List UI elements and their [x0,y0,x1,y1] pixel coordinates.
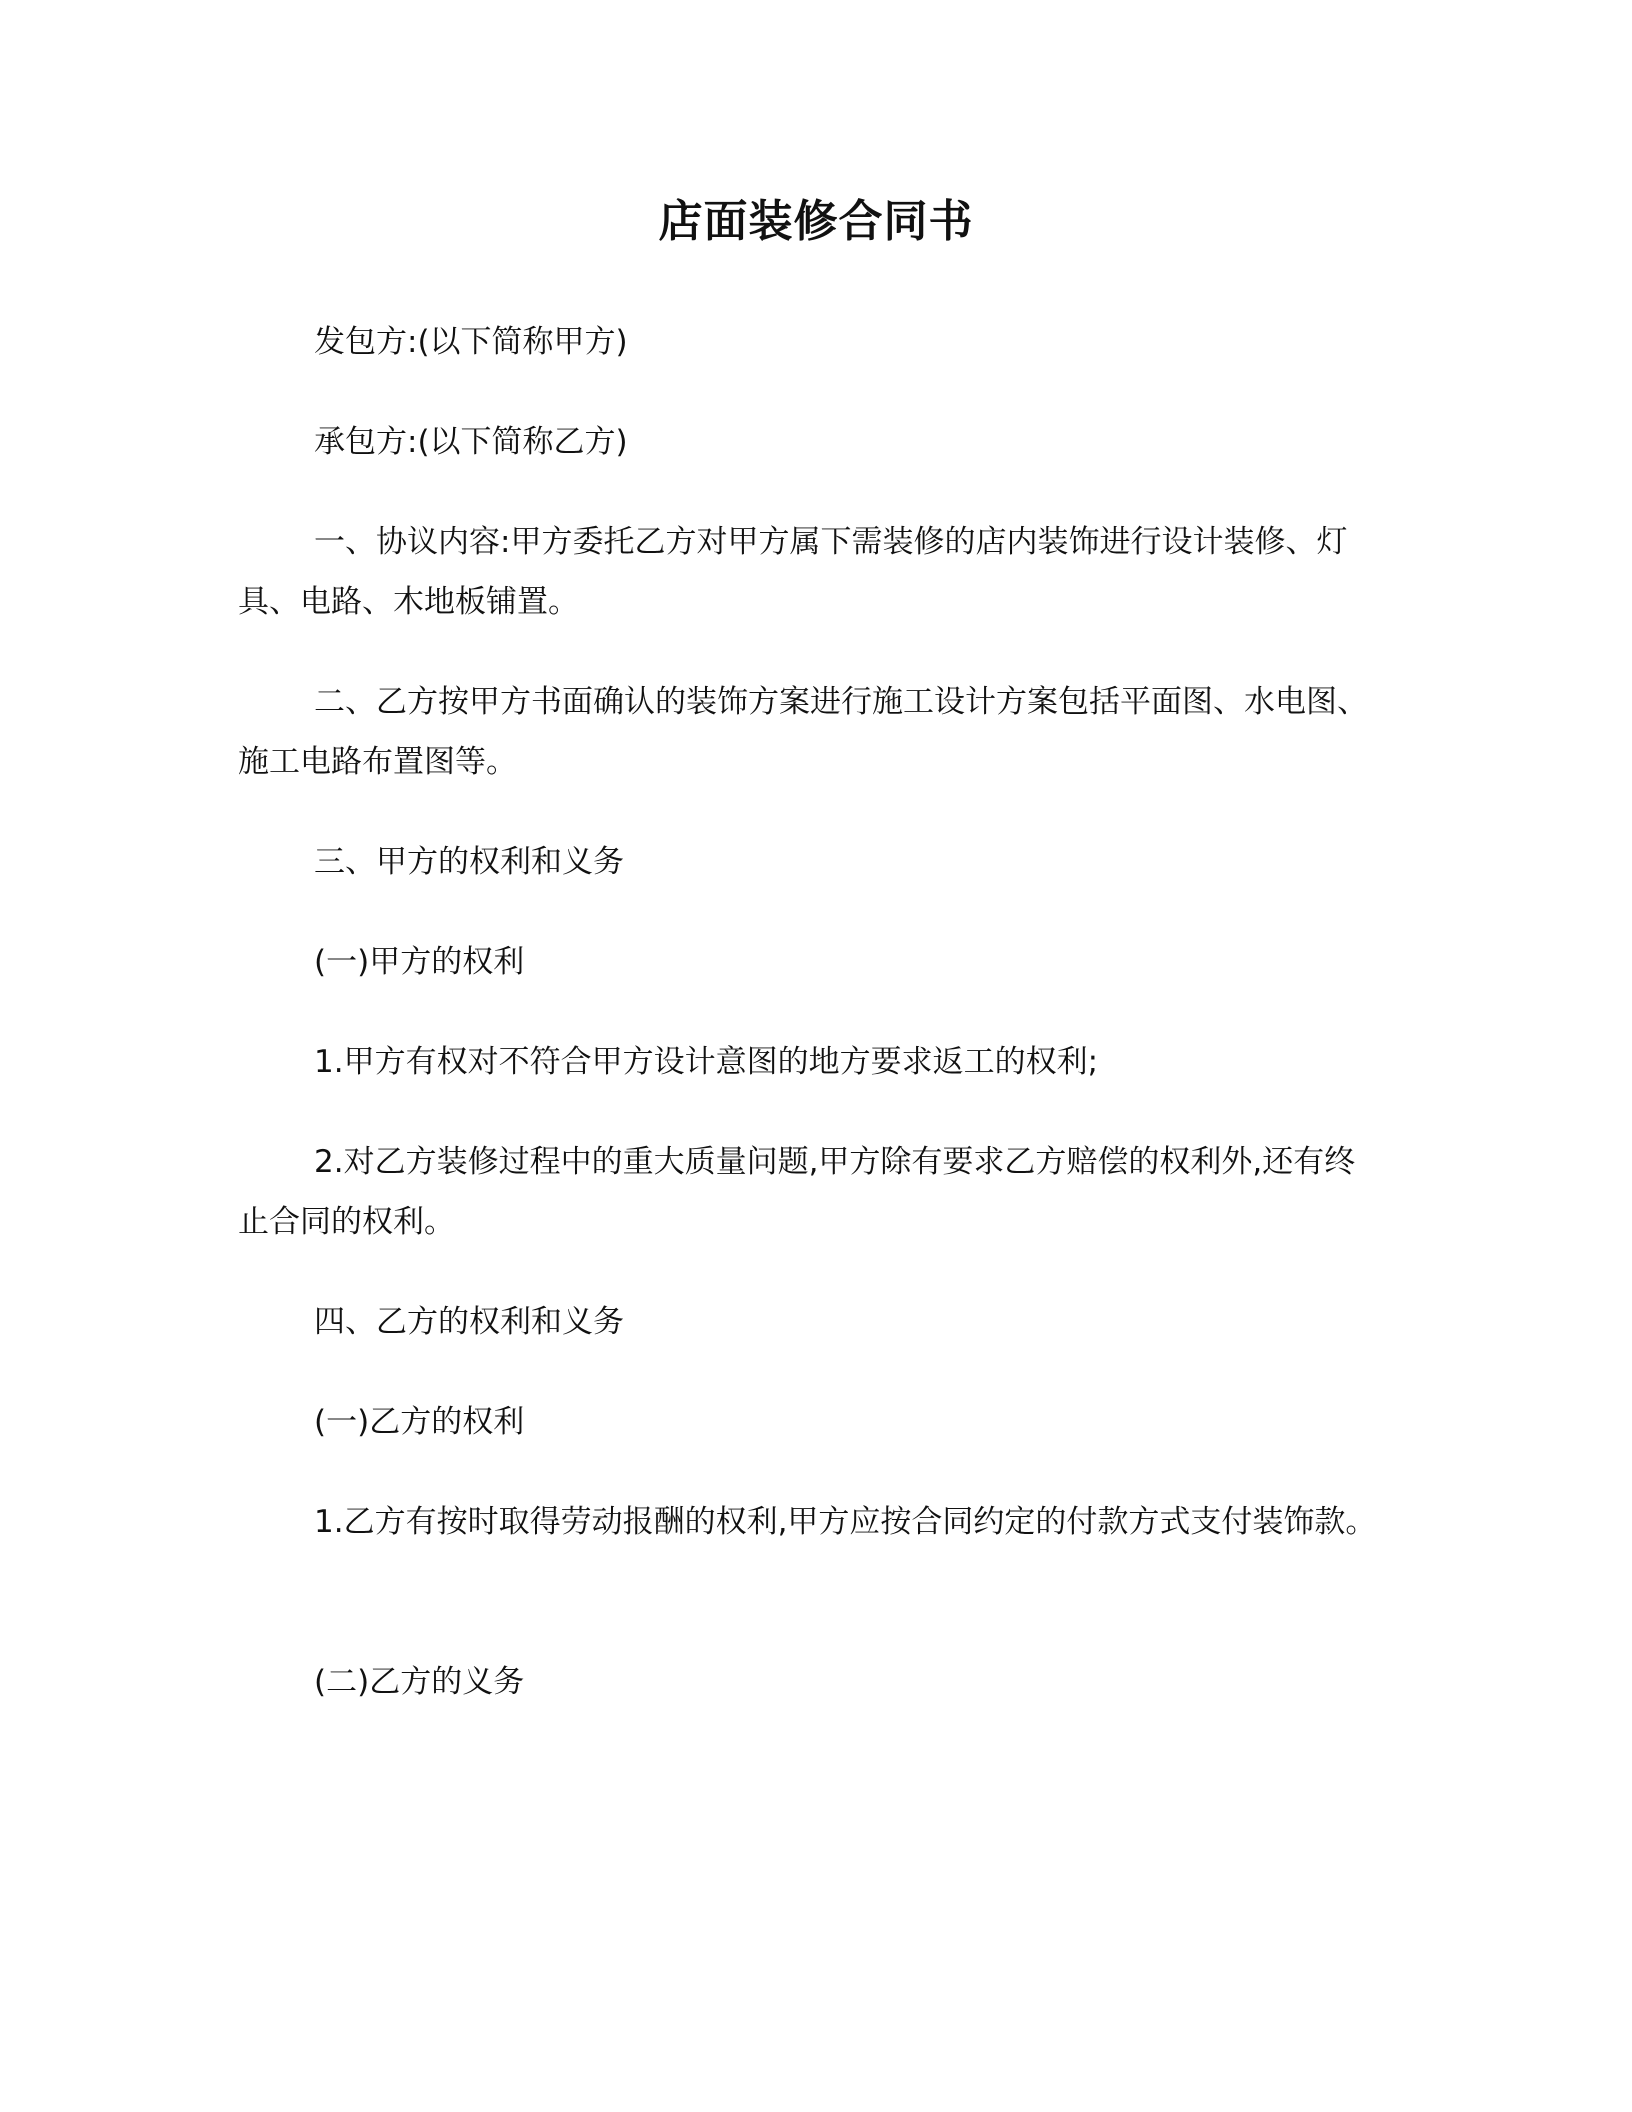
heading-party-b-rights: (一)乙方的权利 [314,1404,525,1440]
paragraph-party-b-right-1: 1.乙方有按时取得劳动报酬的权利,甲方应按合同约定的付款方式支付装饰款。 [314,1504,1377,1540]
paragraph-party-a-right-1: 1.甲方有权对不符合甲方设计意图的地方要求返工的权利; [314,1044,1099,1080]
paragraph-party-a-right-2: 2.对乙方装修过程中的重大质量问题,甲方除有要求乙方赔偿的权利外,还有终止合同的权利。 [238,1144,1356,1240]
paragraph-employer: 发包方:(以下简称甲方) [314,324,628,360]
document-title: 店面装修合同书 [658,196,974,247]
paragraph-section-1: 一、协议内容:甲方委托乙方对甲方属下需装修的店内装饰进行设计装修、灯具、电路、木地板铺置。 [238,524,1348,620]
heading-section-4: 四、乙方的权利和义务 [314,1304,624,1340]
heading-party-a-rights: (一)甲方的权利 [314,944,525,980]
paragraph-section-2: 二、乙方按甲方书面确认的装饰方案进行施工设计方案包括平面图、水电图、施工电路布置图等。 [238,684,1368,780]
heading-party-b-obligations: (二)乙方的义务 [314,1664,525,1700]
heading-section-3: 三、甲方的权利和义务 [314,844,624,880]
paragraph-contractor: 承包方:(以下简称乙方) [314,424,628,460]
